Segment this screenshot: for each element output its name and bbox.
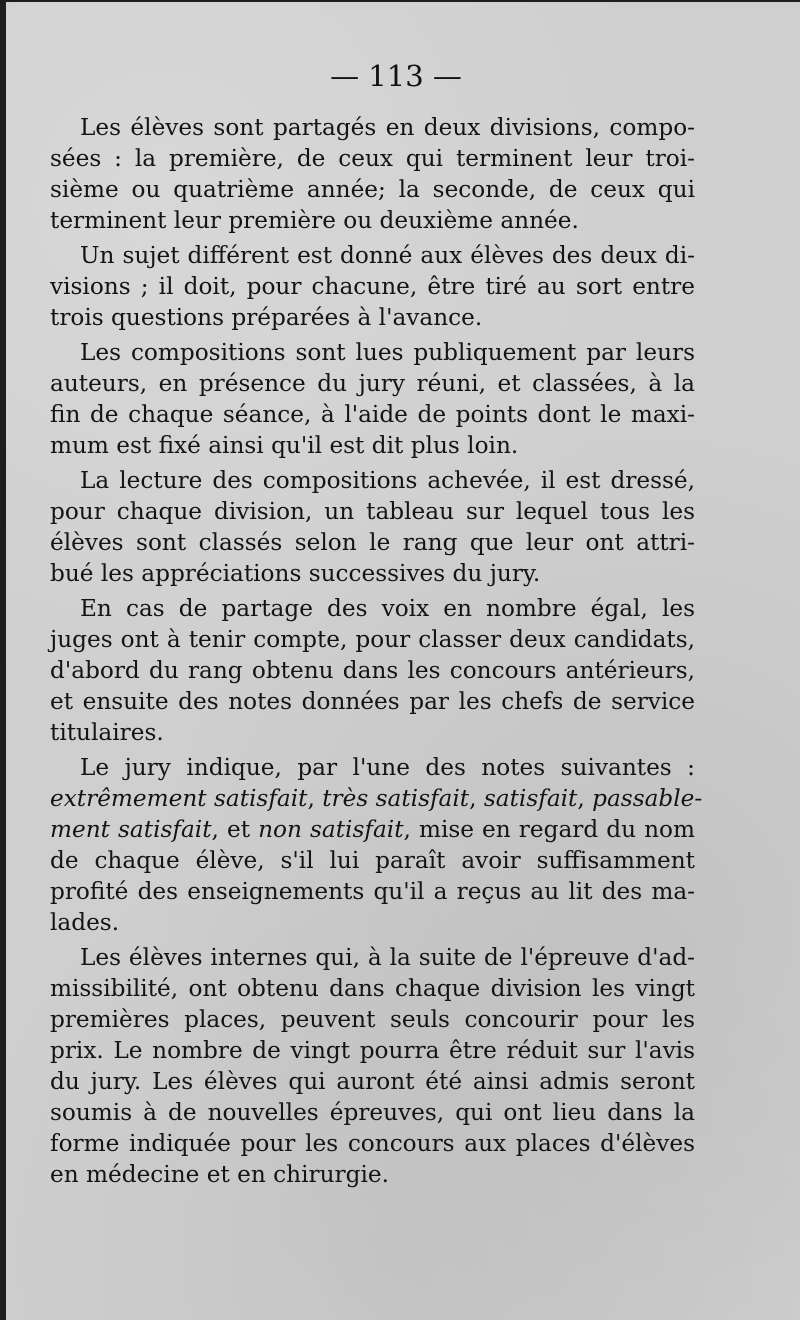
text-line: visions ; il doit, pour chacune, être tiré au sort entre (50, 273, 695, 300)
book-page (6, 2, 800, 1320)
text-segment: profité des enseignements qu'il a reçus au lit des ma- (50, 878, 695, 905)
text-line: du jury. Les élèves qui auront été ainsi admis seront (50, 1068, 695, 1095)
paragraph-7 (50, 942, 695, 1190)
paragraph-6 (50, 752, 703, 938)
text-line: soumis à de nouvelles épreuves, qui ont lieu dans la (50, 1099, 695, 1126)
text-line: mum est fixé ainsi qu'il est dit plus loin. (50, 432, 519, 459)
text-line: Les élèves internes qui, à la suite de l'épreuve d'ad- (80, 944, 695, 971)
page-number: — 113 — (330, 59, 462, 93)
text-line: La lecture des compositions achevée, il est dressé, (80, 467, 695, 494)
text-line: Les élèves sont partagés en deux divisions, compo- (80, 114, 695, 141)
text-segment: , mise en regard du nom (403, 816, 695, 843)
italic-text: non satisfait (258, 816, 404, 843)
text-line: en médecine et en chirurgie. (50, 1161, 389, 1188)
text-line: sième ou quatrième année; la seconde, de ceux qui (50, 176, 695, 203)
text-line: Les compositions sont lues publiquement par leurs (80, 339, 695, 366)
text-segment: , et (211, 816, 259, 843)
text-line: bué les appréciations successives du jury. (50, 560, 541, 587)
text-line: forme indiquée pour les concours aux places d'élèves (50, 1130, 695, 1157)
text-segment: , (307, 785, 323, 812)
text-line: d'abord du rang obtenu dans les concours antérieurs, (50, 657, 695, 684)
text-line: juges ont à tenir compte, pour classer deux candidats, (50, 626, 695, 653)
text-line: missibilité, ont obtenu dans chaque division les vingt (50, 975, 695, 1002)
text-line: premières places, peuvent seuls concourir pour les (50, 1006, 695, 1033)
text-line: terminent leur première ou deuxième année. (50, 207, 579, 234)
text-segment: de chaque élève, s'il lui paraît avoir suffisamment (50, 847, 695, 874)
text-line: élèves sont classés selon le rang que leur ont attri- (50, 529, 695, 556)
text-line: et ensuite des notes données par les chefs de service (50, 688, 695, 715)
italic-text: très satisfait (322, 785, 470, 812)
text-segment: , (577, 785, 593, 812)
text-segment: , (469, 785, 484, 812)
text-line (50, 907, 695, 938)
paragraph-4 (50, 465, 695, 589)
italic-text: extrêmement satisfait (50, 785, 308, 812)
text-line (50, 814, 695, 845)
text-line (50, 783, 703, 814)
paragraph-5 (50, 593, 695, 748)
text-line: fin de chaque séance, à l'aide de points dont le maxi- (50, 401, 695, 428)
text-segment: lades. (50, 909, 120, 936)
paragraph-2 (50, 240, 695, 333)
text-line (50, 752, 695, 783)
paragraph-3 (50, 337, 695, 461)
text-line: Un sujet différent est donné aux élèves des deux di- (80, 242, 695, 269)
italic-text: passable- (592, 785, 703, 812)
text-line: trois questions préparées à l'avance. (50, 304, 483, 331)
text-line (50, 845, 695, 876)
text-line: pour chaque division, un tableau sur lequel tous les (50, 498, 695, 525)
text-line: En cas de partage des voix en nombre égal, les (80, 595, 695, 622)
italic-text: ment satisfait (50, 816, 212, 843)
text-line: prix. Le nombre de vingt pourra être réduit sur l'avis (50, 1037, 695, 1064)
text-line: auteurs, en présence du jury réuni, et classées, à la (50, 370, 695, 397)
italic-text: satisfait (483, 785, 578, 812)
text-line: sées : la première, de ceux qui terminent leur troi- (50, 145, 695, 172)
body-text (50, 112, 703, 1194)
text-line (50, 876, 695, 907)
text-segment: Le jury indique, par l'une des notes suivantes : (80, 754, 695, 781)
text-line: titulaires. (50, 719, 164, 746)
paragraph-1 (50, 112, 695, 236)
